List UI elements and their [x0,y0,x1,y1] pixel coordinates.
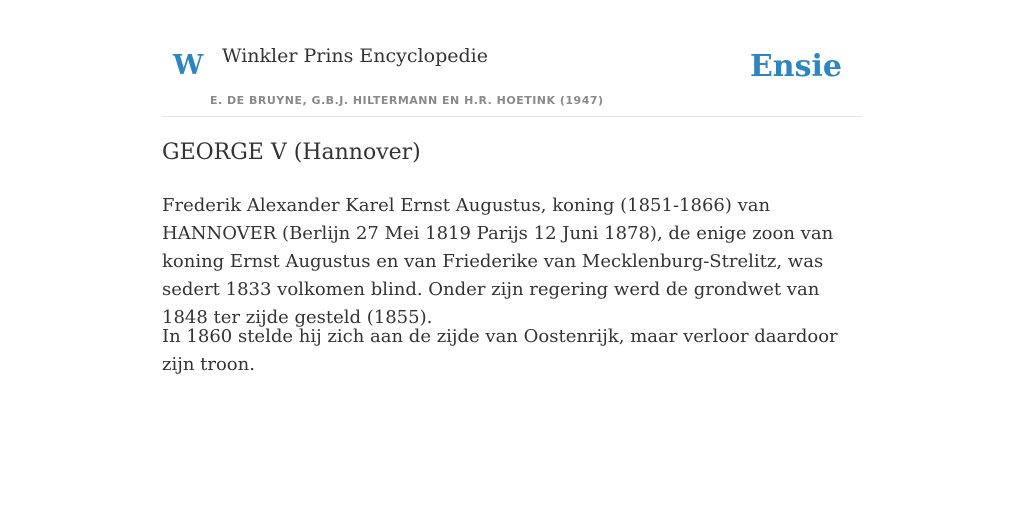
brand-logo[interactable]: Ensie [749,49,842,84]
source-authors: E. DE BRUYNE, G.B.J. HILTERMANN EN H.R. HOETINK (1947) [210,94,604,107]
source-logo[interactable]: W [173,50,204,81]
article-paragraph: In 1860 stelde hij zich aan de zijde van Oostenrijk, maar verloor daardoor zijn troon. [162,326,838,375]
source-title[interactable]: Winkler Prins Encyclopedie [222,45,488,67]
source-header [162,0,862,117]
article-title: GEORGE V (Hannover) [162,140,421,165]
article-page [162,0,862,375]
article-paragraph: Frederik Alexander Karel Ernst Augustus, koning (1851-1866) van HANNOVER (Berlijn 27 Mei 1819 Parijs 12 Juni 1878), de enige zoon van koning Ernst Augustus en van Friederike van Mecklenburg-Strelitz, was sedert 1833 volkomen blind. Onder zijn regering werd de grondwet van 1848 ter zijde gesteld (1855). [162,195,834,328]
